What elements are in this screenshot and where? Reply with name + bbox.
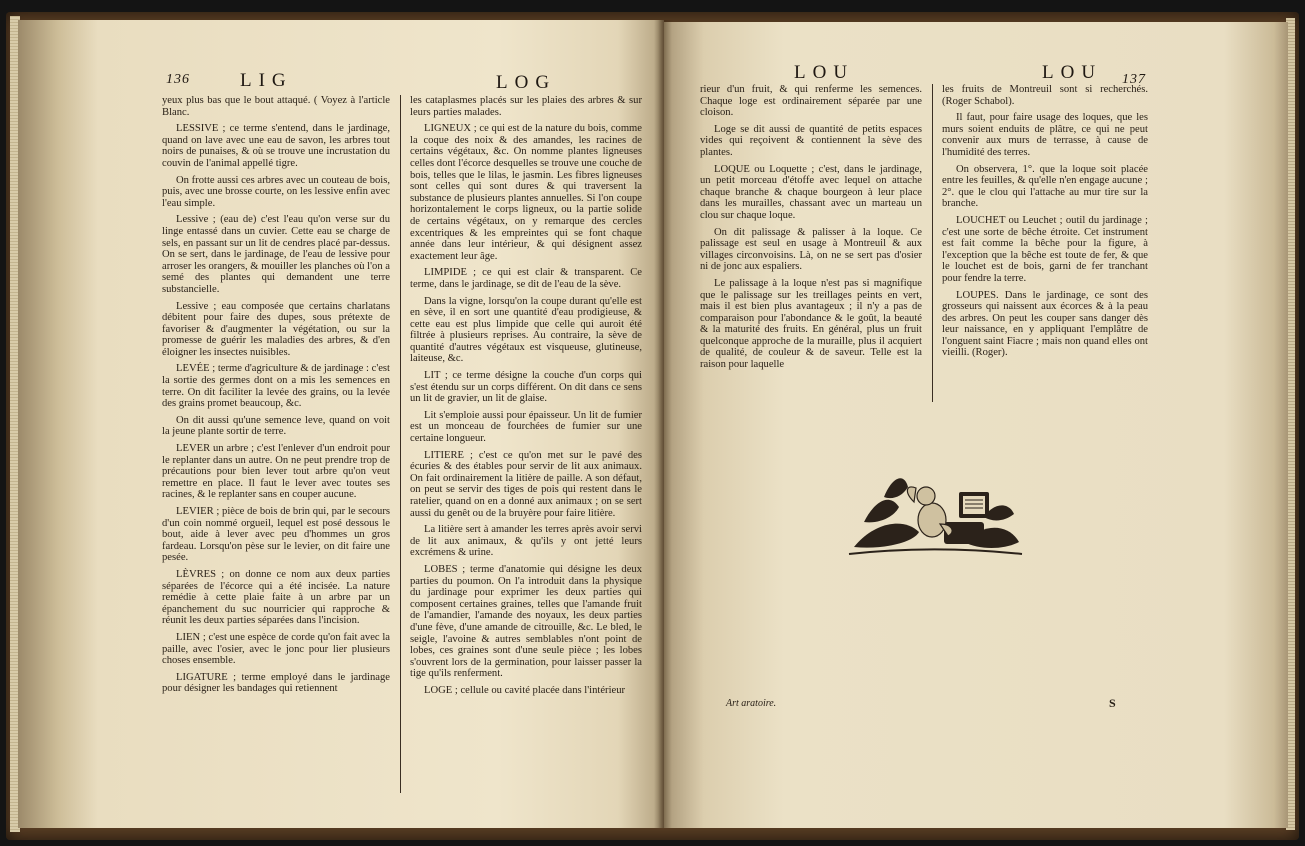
entry-paragraph: On frotte aussi ces arbres avec un couteau de bois, puis, avec une brosse courte, on les lessive enfin avec l'eau simple. xyxy=(162,174,390,209)
entry-paragraph: LIT ; ce terme désigne la couche d'un corps qui s'est étendu sur un corps différent. On dit dans ce sens un lit de gravier, un lit de glaise. xyxy=(410,370,642,405)
entry-paragraph: LIEN ; c'est une espèce de corde qu'on fait avec la paille, avec l'osier, avec le jonc pour lier plusieurs choses ensemble. xyxy=(162,631,390,667)
running-header-right: LOG xyxy=(496,72,557,93)
entry-paragraph: Lessive ; eau composée que certains charlatans débitent pour faire des dupes, sous prétexte de favoriser & d'augmenter la végétation, ou sur la promesse de guérir les maladies des arbres, & d'en éloigner les insectes nuisibles. xyxy=(162,300,390,358)
entry-paragraph: Dans la vigne, lorsqu'on la coupe durant qu'elle est en sève, il en sort une quantité d'eau prodigieuse, & cette eau est plus limpide que celle qui auroit été filtrée à plusieurs reprises. Au contraire, la sève de quantité d'autres végétaux est visqueuse, glutineuse, laiteuse, &c. xyxy=(410,295,642,365)
page-number: 137 xyxy=(1122,72,1146,87)
entry-paragraph: LESSIVE ; ce terme s'entend, dans le jardinage, quand on lave avec une eau de savon, les arbres tout noirs de punaises, & où se trouve une incrustation du couvin de l'animal appellé tigre. xyxy=(162,123,390,169)
left-page xyxy=(18,20,664,828)
entry-paragraph: La litière sert à amander les terres après avoir servi de lit aux animaux, & qu'ils y ont jetté leurs excrémens & urine. xyxy=(410,524,642,559)
entry-paragraph: LOGE ; cellule ou cavité placée dans l'intérieur xyxy=(424,684,626,696)
footer-title: Art aratoire. xyxy=(726,698,777,709)
entry-paragraph: Le palissage à la loque n'est pas si magnifique que le palissage sur les treillages peints en vert, mais il est bien plus avantageux ; il n'y a pas de comparaison pour l'abondance & le goût, la beauté & la maturité des fruits. En général, plus un fruit quelconque approche de la muraille, plus il acquiert de qualité, de couleur & de saveur. Telle est la raison pour laquelle xyxy=(700,277,922,371)
left-column-1 xyxy=(162,95,390,700)
vignette-cherub-illustration xyxy=(844,462,1024,562)
entry-paragraph: rieur d'un fruit, & qui renferme les semences. Chaque loge est ordinairement séparée par une cloison. xyxy=(700,84,922,119)
entry-paragraph: Loge se dit aussi de quantité de petits espaces vides qui reçoivent & contiennent la sève des plantes. xyxy=(700,123,922,158)
entry-paragraph: LIGNEUX ; ce qui est de la nature du bois, comme la coque des noix & des amandes, les racines de certains végétaux, &c. On nomme plantes ligneuses celles dont l'écorce desquelles se trouve une couche de bois, telles que le lilas, le jasmin. Les fibres ligneuses sont celles qui sont dures & qui traversent la substance de plusieurs plantes annuelles. Si l'on coupe horizontalement le corps ligneux, ou la partie solide de certains végétaux, on y remarque des cercles excentriques & les empreintes qui se font chaque année dans leur intérieur, & qui désignent assez exactement leur âge. xyxy=(410,123,642,262)
column-rule xyxy=(400,95,401,793)
entry-paragraph: LOUCHET ou Leuchet ; outil du jardinage ; c'est une sorte de bêche étroite. Cet instrument est fait comme la bêche pour la figure, à l'exception que la bêche est toute de fer, & que le louchet est de bois, garni de fer tranchant pour fendre la terre. xyxy=(942,214,1148,284)
entry-paragraph: LÈVRES ; on donne ce nom aux deux parties séparées de l'écorce qui a été incisée. La nature remédie à cette plaie faite à un arbre par un épanchement du suc nourricier qui rapproche & réunit les deux parties séparées dans l'incision. xyxy=(162,568,390,627)
column-rule xyxy=(932,84,933,402)
entry-paragraph: yeux plus bas que le bout attaqué. ( Voyez à l'article Blanc. xyxy=(162,95,390,118)
page-number: 136 xyxy=(166,72,190,87)
entry-paragraph: LOBES ; terme d'anatomie qui désigne les deux parties du poumon. On l'a introduit dans la physique du jardinage pour exprimer les deux parties qui composent certaines graines, telles que l'amande fruit de l'amandier, l'amande des noyaux, les deux parties d'une fève, d'une amande de citrouille, &c. Le bled, le seigle, l'avoine & autres semblables n'ont point de lobes, ces graines sont d'une seule pièce ; les lobes s'ouvrent lors de la germination, pour laisser passer la tige qu'ils renferment. xyxy=(410,563,642,680)
entry-paragraph: LEVÉE ; terme d'agriculture & de jardinage : c'est la sortie des germes dont on a mis les semences en terre. On dit faciliter la levée des grains, ou la levée des grains promet beaucoup, &c. xyxy=(162,363,390,410)
entry-paragraph: LOUPES. Dans le jardinage, ce sont des grosseurs qui naissent aux écorces & à la peau des arbres. On peut les couper sans danger dès leur naissance, en y appliquant l'emplâtre de l'onguent saint Fiacre ; mais non quand elles ont vieilli. (Roger). xyxy=(942,289,1148,359)
right-page xyxy=(664,22,1288,828)
entry-paragraph: Il faut, pour faire usage des loques, que les murs soient enduits de plâtre, ce qui ne peut convenir aux murs de terrasse, à cause de l'humidité des terres. xyxy=(942,112,1148,158)
running-header-left: LIG xyxy=(240,70,293,91)
right-column-2 xyxy=(942,84,1148,364)
entry-paragraph: On dit aussi qu'une semence leve, quand on voit la jeune plante sortir de terre. xyxy=(162,414,390,438)
left-column-2 xyxy=(410,95,642,702)
entry-paragraph: les fruits de Montreuil sont si recherchés. (Roger Schabol). xyxy=(942,84,1148,107)
running-header-left: LOU xyxy=(794,62,855,83)
entry-paragraph: LIGATURE ; terme employé dans le jardinage pour désigner les bandages qui retiennent xyxy=(162,671,390,695)
entry-paragraph: LEVIER ; pièce de bois de brin qui, par le secours d'un coin nommé orgueil, lequel est posé dessous le bout, aide à lever avec peu d'hommes un gros fardeau. Lorsqu'on pèse sur le levier, on dit faire une pesée. xyxy=(162,506,390,564)
entry-paragraph: LEVER un arbre ; c'est l'enlever d'un endroit pour le replanter dans un autre. On ne peut prendre trop de précautions pour bien lever tout arbre qu'on veut remettre en place. Il faut le lever avec toutes ses racines, & le replanter sans en couper aucune. xyxy=(162,443,390,501)
running-header-right: LOU xyxy=(1042,62,1103,83)
signature-mark: S xyxy=(1109,696,1116,710)
entry-paragraph: Lessive ; (eau de) c'est l'eau qu'on verse sur du linge entassé dans un cuvier. Cette eau se charge de sels, en passant sur un lit de cendres placé par-dessus. On se sert, dans le jardinage, de l'eau de lessive pour arroser les orangers, & mouiller les planches où l'on a semé des plantes qui demandent une terre substancielle. xyxy=(162,214,390,295)
right-column-1 xyxy=(700,84,922,376)
entry-paragraph: On dit palissage & palisser à la loque. Ce palissage est seul en usage à Montreuil & aux villages circonvoisins. Là, on ne se sert pas d'osier ni de jonc aux espaliers. xyxy=(700,226,922,273)
entry-paragraph: LOQUE ou Loquette ; c'est, dans le jardinage, un petit morceau d'étoffe avec lequel on attache chaque branche & chaque bourgeon à leur place dans les murailles, chassant avec un marteau un clou sur chaque loque. xyxy=(700,163,922,221)
entry-paragraph: LIMPIDE ; ce qui est clair & transparent. Ce terme, dans le jardinage, se dit de l'eau de la sève. xyxy=(410,267,642,290)
entry-paragraph: Lit s'emploie aussi pour épaisseur. Un lit de fumier est un monceau de fourchées de fumier sur une certaine longueur. xyxy=(410,409,642,445)
entry-paragraph: LITIERE ; c'est ce qu'on met sur le pavé des écuries & des étables pour servir de lit aux animaux. On fait ordinairement la litière de paille. A son défaut, on peut se servir des tiges de pois qui restent dans le ratelier, quand on en a donné aux animaux ; on se sert aussi du genêt ou de la bruyère pour faire litière. xyxy=(410,449,642,519)
entry-paragraph: On observera, 1°. que la loque soit placée entre les feuilles, & qu'elle n'en engage aucune ; 2°. que le clou qui l'attache au mur tire sur la branche. xyxy=(942,163,1148,210)
entry-paragraph: les cataplasmes placés sur les plaies des arbres & sur leurs parties malades. xyxy=(410,95,642,118)
